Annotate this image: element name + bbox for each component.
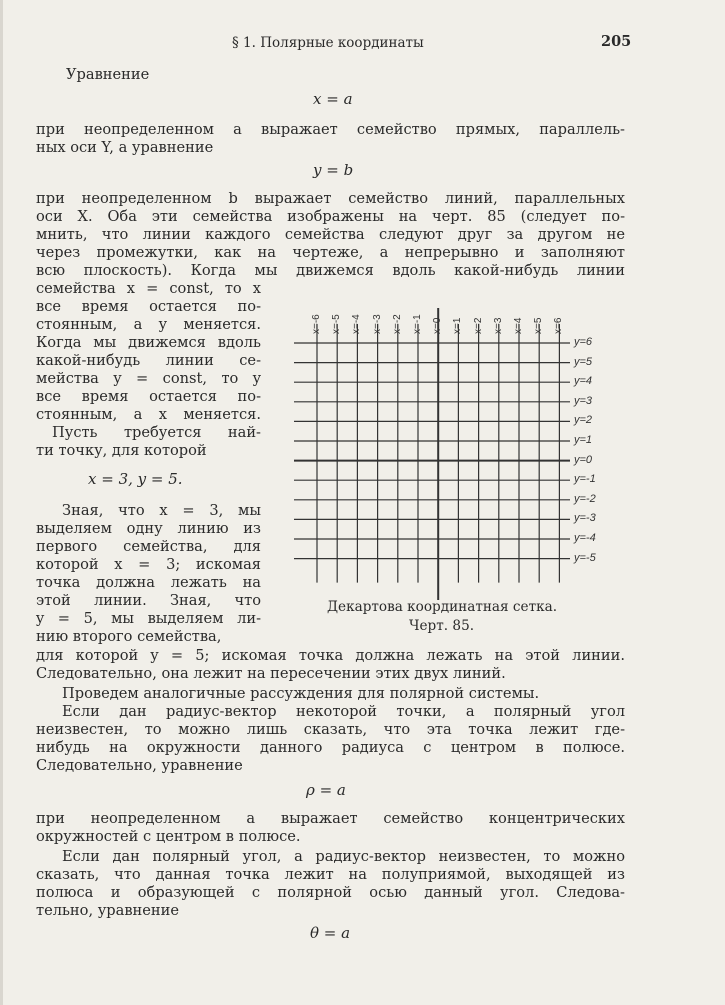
text-line: тельно, уравнение bbox=[36, 902, 180, 919]
text-line: неизвестен, то можно лишь сказать, что эта точка лежит где- bbox=[36, 721, 625, 738]
text-line: ных оси Y, а уравнение bbox=[36, 139, 214, 156]
text-line: которой x = 3; искомая bbox=[36, 556, 261, 573]
x-line-label: x=1 bbox=[452, 317, 464, 334]
text-line: окружностей с центром в полюсе. bbox=[36, 828, 301, 845]
text-line: выделяем одну линию из bbox=[36, 520, 261, 537]
text-line: семейства x = const, то x bbox=[36, 280, 261, 297]
text-line: все время остается по- bbox=[36, 388, 261, 405]
text-line: нию второго семейства, bbox=[36, 628, 222, 645]
text-line: нибудь на окружности данного радиуса с центром в полюсе. bbox=[36, 739, 625, 756]
text-line: первого семейства, для bbox=[36, 538, 261, 555]
running-header: § 1. Полярные координаты bbox=[232, 35, 424, 51]
y-line-label: y=4 bbox=[574, 375, 593, 388]
x-line-label: x=4 bbox=[513, 317, 524, 334]
text-line: оси X. Оба эти семейства изображены на черт. 85 (следует по- bbox=[36, 208, 625, 225]
y-line-label: y=5 bbox=[574, 355, 593, 368]
text-line: Если дан полярный угол, а радиус-вектор неизвестен, то можно bbox=[62, 848, 625, 865]
y-line-label: y=2 bbox=[574, 414, 593, 427]
text-line: сказать, что данная точка лежит на полуприямой, выходящей из bbox=[36, 866, 625, 883]
text-line: этой линии. Зная, что bbox=[36, 592, 261, 609]
text-line: при неопределенном a выражает семейство концентрических bbox=[36, 810, 625, 827]
y-line-label: y=6 bbox=[574, 336, 593, 348]
text-line: Уравнение bbox=[66, 66, 150, 83]
text-line: Пусть требуется най- bbox=[52, 424, 261, 441]
x-line-label: x=-6 bbox=[311, 314, 322, 334]
x-line-label: x=2 bbox=[472, 317, 484, 334]
text-line: полюса и образующей с полярной осью данный угол. Следова- bbox=[36, 884, 625, 901]
formula: ρ = a bbox=[306, 781, 346, 799]
text-line: Зная, что x = 3, мы bbox=[62, 502, 261, 519]
text-line: мейства y = const, то y bbox=[36, 370, 261, 387]
text-line: при неопределенном a выражает семейство прямых, параллель- bbox=[36, 121, 625, 138]
y-line-label: y=-2 bbox=[574, 492, 596, 505]
y-line-label: y=0 bbox=[574, 453, 593, 466]
text-line: стоянным, а y меняется. bbox=[36, 316, 261, 333]
y-line-label: y=3 bbox=[574, 394, 593, 407]
text-line: через промежутки, как на чертеже, а непрерывно и заполняют bbox=[36, 244, 625, 261]
formula: x = 3, y = 5. bbox=[88, 470, 183, 488]
text-line: y = 5, мы выделяем ли- bbox=[36, 610, 261, 627]
text-line: при неопределенном b выражает семейство линий, параллельных bbox=[36, 190, 625, 207]
text-line: точка должна лежать на bbox=[36, 574, 261, 591]
text-line: ти точку, для которой bbox=[36, 442, 207, 459]
text-line: мнить, что линии каждого семейства следуют друг за другом не bbox=[36, 226, 625, 243]
formula: θ = a bbox=[310, 924, 351, 942]
x-line-label: x=6 bbox=[553, 317, 565, 334]
x-line-label: x=-2 bbox=[391, 314, 403, 334]
text-line: Проведем аналогичные рассуждения для полярной системы. bbox=[62, 685, 540, 702]
x-line-label: x=-4 bbox=[351, 314, 363, 334]
text-line: Когда мы движемся вдоль bbox=[36, 334, 261, 351]
x-line-label: x=-1 bbox=[412, 314, 423, 334]
formula: x = a bbox=[313, 90, 353, 108]
text-line: стоянным, а x меняется. bbox=[36, 406, 261, 423]
y-line-label: y=-4 bbox=[574, 532, 596, 544]
text-line: какой-нибудь линии се- bbox=[36, 352, 261, 369]
figure-label: Черт. 85. bbox=[409, 618, 475, 634]
x-line-label: x=3 bbox=[492, 317, 504, 334]
x-line-label: x=-5 bbox=[331, 314, 343, 334]
x-line-label: x=0 bbox=[432, 317, 444, 334]
cartesian-grid-figure bbox=[280, 280, 620, 600]
text-line: Следовательно, уравнение bbox=[36, 757, 243, 774]
page-edge bbox=[0, 0, 3, 1005]
x-line-label: x=-3 bbox=[371, 314, 383, 334]
text-line: Следовательно, она лежит на пересечении этих двух линий. bbox=[36, 665, 506, 682]
formula: y = b bbox=[313, 161, 354, 179]
y-line-label: y=1 bbox=[574, 434, 593, 446]
text-line: Если дан радиус-вектор некоторой точки, а полярный угол bbox=[62, 703, 625, 720]
y-line-label: y=-5 bbox=[574, 551, 596, 564]
text-line: все время остается по- bbox=[36, 298, 261, 315]
y-line-label: y=-1 bbox=[574, 473, 596, 486]
text-line: для которой y = 5; искомая точка должна лежать на этой линии. bbox=[36, 647, 625, 664]
figure-caption: Декартова координатная сетка. bbox=[327, 599, 558, 615]
page-number: 205 bbox=[601, 33, 632, 50]
y-line-label: y=-3 bbox=[574, 512, 596, 525]
x-line-label: x=5 bbox=[533, 317, 545, 334]
text-line: всю плоскость). Когда мы движемся вдоль какой-нибудь линии bbox=[36, 262, 625, 279]
